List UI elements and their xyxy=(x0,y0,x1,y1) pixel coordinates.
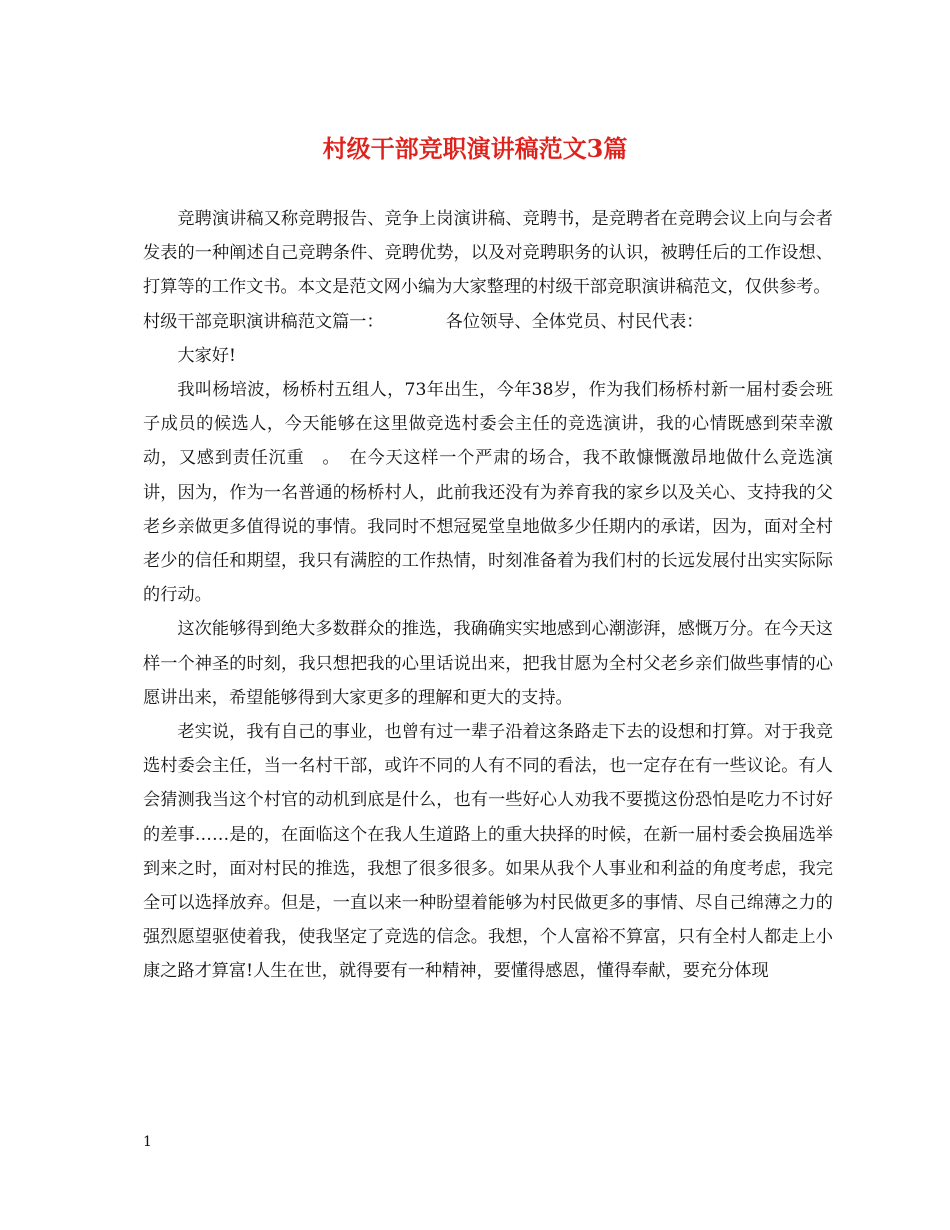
document-title: 村级干部竞职演讲稿范文3篇 xyxy=(322,134,628,163)
paragraph-gratitude: 这次能够得到绝大多数群众的推选，我确确实实地感到心潮澎湃，感慨万分。在今天这样一个神圣的时刻，我只想把我的心里话说出来，把我甘愿为全村父老乡亲们做些事情的心愿讲出来，希望能够得到大家更多的理解和更大的支持。 xyxy=(143,619,833,708)
paragraph-self-introduction: 我叫杨培波，杨桥村五组人，73年出生，今年38岁，作为我们杨桥村新一届村委会班子成员的候选人，今天能够在这里做竞选村委会主任的竞选演讲，我的心情既感到荣幸激动，又感到责任沉重 。 在今天这样一个严肃的场合，我不敢慷慨激昂地做什么竞选演讲，因为，作为一名普通的杨桥村人，此前我还没有为养育我的家乡以及关心、支持我的父老乡亲做更多值得说的事情。我同时不想冠冕堂皇地做多少任期内的承诺，因为，面对全村老少的信任和期望，我只有满腔的工作热情，时刻准备着为我们村的长远发展付出实实际际的行动。 xyxy=(143,380,833,606)
document-body xyxy=(143,202,833,989)
paragraph-motivation: 老实说，我有自己的事业，也曾有过一辈子沿着这条路走下去的设想和打算。对于我竞选村委会主任，当一名村干部，或许不同的人有不同的看法，也一定存在有一些议论。有人会猜测我当这个村官的动机到底是什么，也有一些好心人劝我不要揽这份恐怕是吃力不讨好的差事……是的，在面临这个在我人生道路上的重大抉择的时候，在新一届村委会换届选举到来之时，面对村民的推选，我想了很多很多。如果从我个人事业和利益的角度考虑，我完全可以选择放弃。但是，一直以来一种盼望着能够为村民做更多的事情、尽自己绵薄之力的强烈愿望驱使着我，使我坚定了竞选的信念。我想，个人富裕不算富，只有全村人都走上小康之路才算富!人生在世，就得要有一种精神，要懂得感恩，懂得奉献，要充分体现 xyxy=(143,722,833,982)
page-number: 1 xyxy=(143,1134,152,1150)
salutation: 各位领导、全体党员、村民代表： xyxy=(445,311,704,332)
paragraph-intro: 竞聘演讲稿又称竞聘报告、竞争上岗演讲稿、竞聘书，是竞聘者在竞聘会议上向与会者发表的一种阐述自己竞聘条件、竞聘优势，以及对竞聘职务的认识，被聘任后的工作设想、打算等的工作文书。本文是范文网小编为大家整理的村级干部竞职演讲稿范文，仅供参考。 xyxy=(143,209,833,298)
paragraph-greeting: 大家好! xyxy=(177,345,236,366)
section-heading: 村级干部竞职演讲稿范文篇一： xyxy=(143,311,384,332)
section-heading-line xyxy=(143,305,833,339)
